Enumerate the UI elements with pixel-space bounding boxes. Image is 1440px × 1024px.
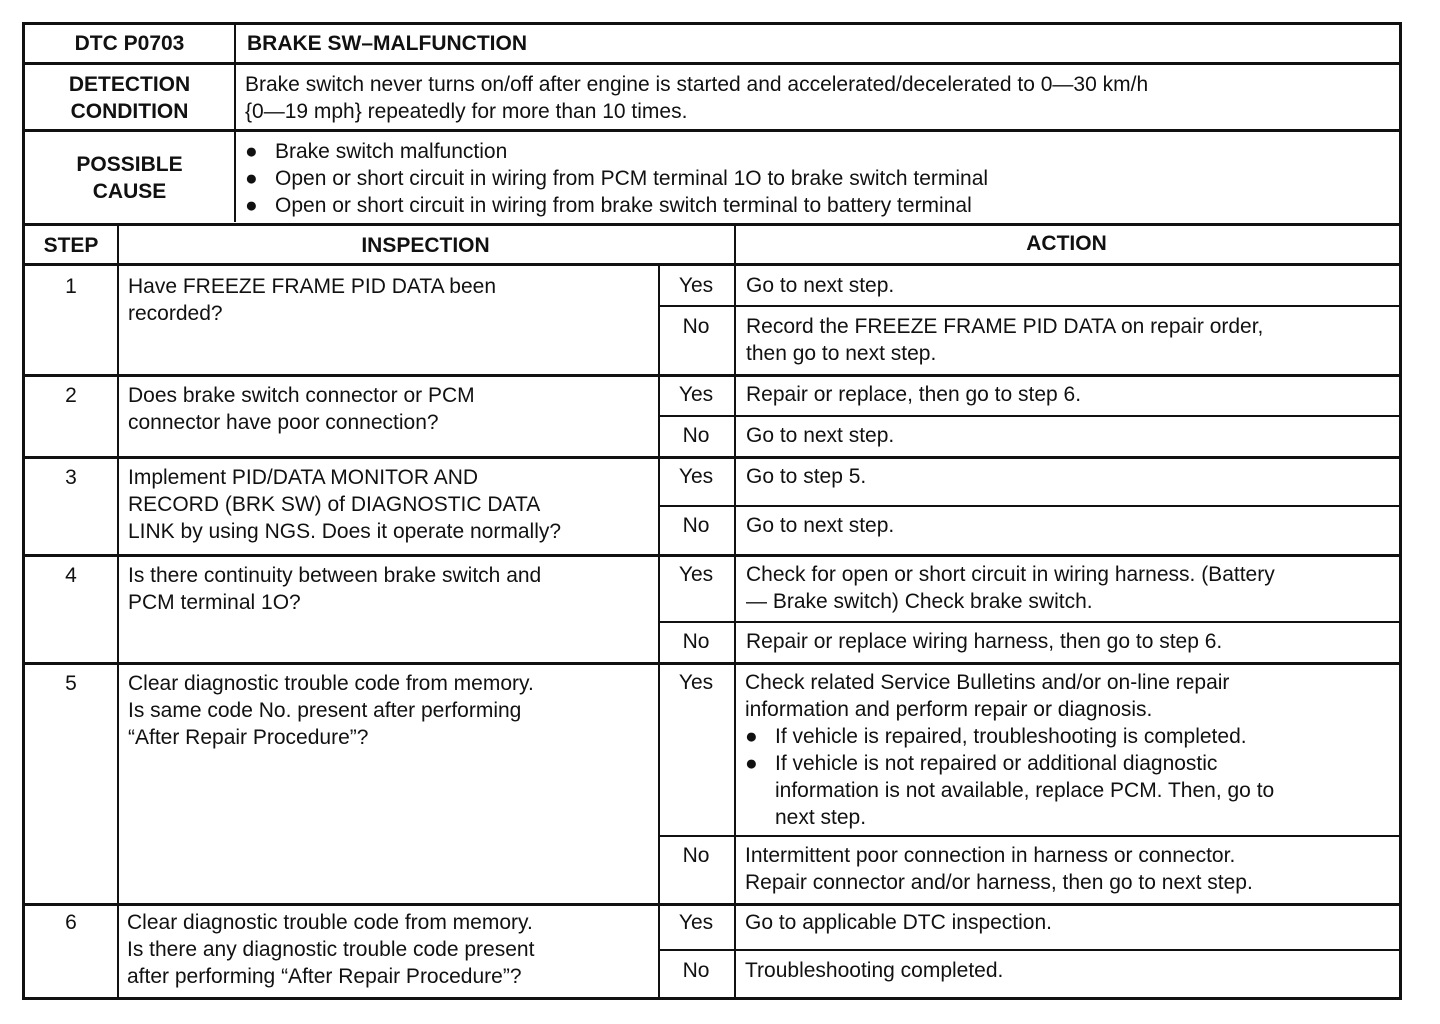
no-action: Go to next step. <box>746 514 895 537</box>
list-item: ● Open or short circuit in wiring from PCM terminal 1O to brake switch terminal <box>245 167 989 190</box>
bullet-icon: ● <box>745 752 758 775</box>
step-number: 6 <box>65 911 77 934</box>
detection-label: DETECTION CONDITION <box>68 73 191 123</box>
yes-action: Go to next step. <box>746 274 895 297</box>
step-number: 4 <box>65 564 77 587</box>
list-item: ● If vehicle is not repaired or additional diagnostic information is not available, replace PCM. Then, go to next step. <box>745 752 1275 829</box>
no-label: No <box>682 844 710 867</box>
bullet-icon: ● <box>245 140 258 163</box>
no-label: No <box>682 424 710 447</box>
column-header-action: ACTION <box>1026 232 1107 255</box>
no-label: No <box>682 630 710 653</box>
yes-label: Yes <box>678 465 714 488</box>
step-inspection: Clear diagnostic trouble code from memory. Is there any diagnostic trouble code present after performing “After Repair Procedure”? <box>127 911 535 988</box>
bullet-icon: ● <box>245 167 258 190</box>
dtc-table <box>22 22 1402 1000</box>
step-inspection: Have FREEZE FRAME PID DATA been recorded? <box>128 275 496 325</box>
yes-action-bullets <box>745 723 1274 831</box>
step-number: 3 <box>65 466 77 489</box>
no-label: No <box>682 514 710 537</box>
list-item: ● Brake switch malfunction <box>245 140 508 163</box>
no-action: Go to next step. <box>746 424 895 447</box>
yes-action: Repair or replace, then go to step 6. <box>746 383 1082 406</box>
yes-action: Go to step 5. <box>746 465 867 488</box>
step-inspection: Clear diagnostic trouble code from memory. Is same code No. present after performing “After Repair Procedure”? <box>128 672 534 749</box>
no-action: Intermittent poor connection in harness or connector. Repair connector and/or harness, then go to next step. <box>745 844 1253 894</box>
possible-cause-list <box>245 138 988 219</box>
no-action: Troubleshooting completed. <box>745 959 1004 982</box>
dtc-title: BRAKE SW–MALFUNCTION <box>247 32 527 55</box>
no-action: Repair or replace wiring harness, then go to step 6. <box>746 630 1223 653</box>
step-number: 5 <box>65 672 77 695</box>
yes-label: Yes <box>678 274 714 297</box>
step-inspection: Is there continuity between brake switch and PCM terminal 1O? <box>128 564 542 614</box>
step-number: 2 <box>65 384 77 407</box>
no-label: No <box>682 959 710 982</box>
step-inspection: Does brake switch connector or PCM connector have poor connection? <box>128 384 475 434</box>
list-item: ● Open or short circuit in wiring from brake switch terminal to battery terminal <box>245 194 972 217</box>
yes-action: Check related Service Bulletins and/or on-line repair information and perform repair or diagnosis. ● If vehicle is repaired, troubleshooting is completed. ● If vehicle is not repaired or additional diagnostic information is not available, replace PCM. Then, go to next step. <box>745 671 1275 829</box>
possible-cause-label: POSSIBLE CAUSE <box>76 153 183 203</box>
bullet-icon: ● <box>745 725 758 748</box>
yes-label: Yes <box>678 671 714 694</box>
step-number: 1 <box>65 275 77 298</box>
dtc-code: DTC P0703 <box>74 32 185 55</box>
column-header-inspection: INSPECTION <box>361 234 490 257</box>
yes-label: Yes <box>678 383 714 406</box>
column-header-step: STEP <box>43 234 99 257</box>
yes-label: Yes <box>678 911 714 934</box>
yes-label: Yes <box>678 563 714 586</box>
no-label: No <box>682 315 710 338</box>
no-action: Record the FREEZE FRAME PID DATA on repair order, then go to next step. <box>746 315 1264 365</box>
yes-action: Check for open or short circuit in wiring harness. (Battery — Brake switch) Check brake switch. <box>746 563 1275 613</box>
detection-condition: Brake switch never turns on/off after engine is started and accelerated/decelerated to 0—30 km/h {0—19 mph} repeatedly for more than 10 times. <box>245 73 1149 123</box>
step-inspection: Implement PID/DATA MONITOR AND RECORD (BRK SW) of DIAGNOSTIC DATA LINK by using NGS. Does it operate normally? <box>128 466 562 543</box>
list-item: ● If vehicle is repaired, troubleshooting is completed. <box>745 725 1247 748</box>
bullet-icon: ● <box>245 194 258 217</box>
yes-action: Go to applicable DTC inspection. <box>745 911 1052 934</box>
